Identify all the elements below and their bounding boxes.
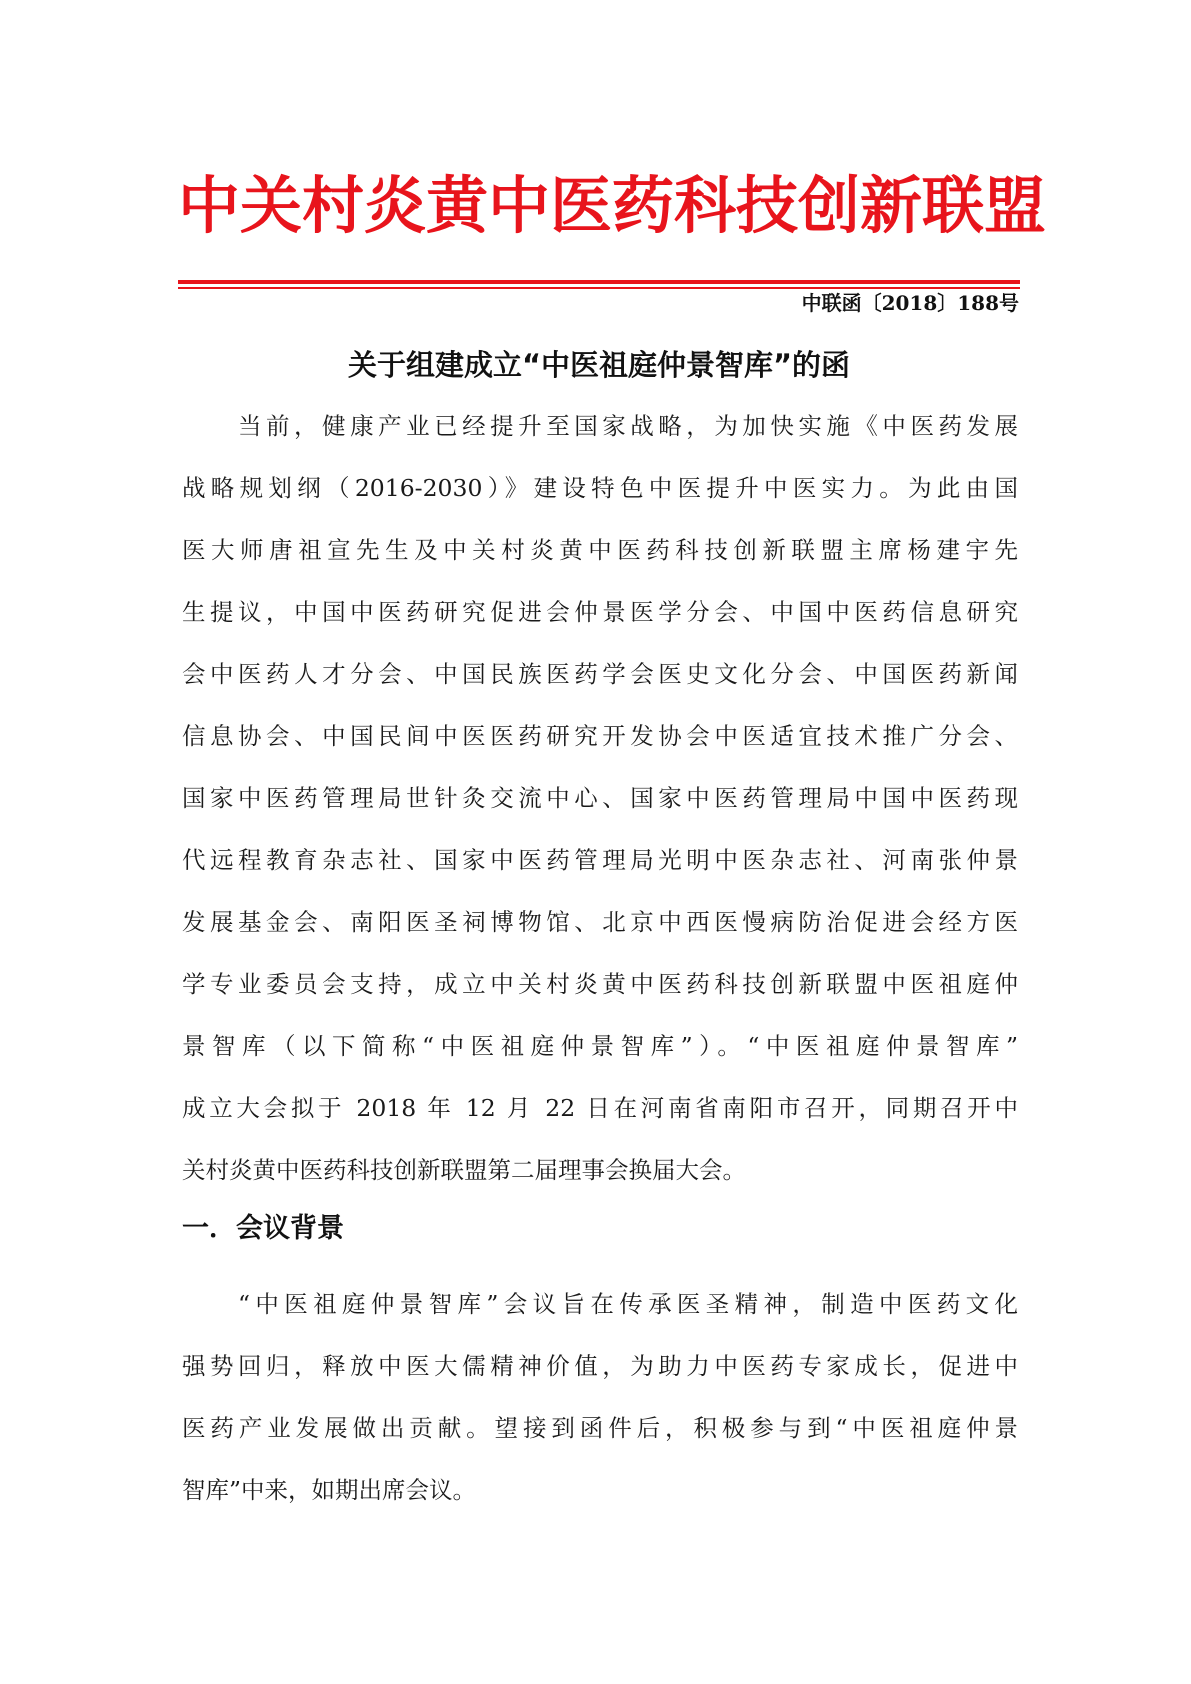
masthead-organization-name: 中关村炎黄中医药科技创新联盟 <box>178 169 1047 242</box>
section-paragraph-background <box>182 1273 1018 1521</box>
intro-line: 信息协会、中国民间中医医药研究开发协会中医适宜技术推广分会、 <box>182 722 1018 750</box>
intro-line: 医大师唐祖宣先生及中关村炎黄中医药科技创新联盟主席杨建宇先 <box>182 536 1018 564</box>
intro-line: 当前，健康产业已经提升至国家战略，为加快实施《中医药发展 <box>238 412 1018 440</box>
intro-line: 发展基金会、南阳医圣祠博物馆、北京中西医慢病防治促进会经方医 <box>182 908 1018 936</box>
section-line: 强势回归，释放中医大儒精神价值，为助力中医药专家成长，促进中 <box>182 1352 1018 1380</box>
intro-line: 景智库（以下简称“中医祖庭仲景智库”）。“中医祖庭仲景智库” <box>182 1032 1018 1060</box>
intro-line: 会中医药人才分会、中国民族医药学会医史文化分会、中国医药新闻 <box>182 660 1018 688</box>
masthead-red-rule-thick <box>178 280 1020 284</box>
intro-line: 代远程教育杂志社、国家中医药管理局光明中医杂志社、河南张仲景 <box>182 846 1018 874</box>
section-line: “中医祖庭仲景智库”会议旨在传承医圣精神，制造中医药文化 <box>238 1290 1018 1318</box>
intro-line: 生提议，中国中医药研究促进会仲景医学分会、中国中医药信息研究 <box>182 598 1018 626</box>
intro-line: 战略规划纲（2016-2030）》建设特色中医提升中医实力。为此由国 <box>182 474 1018 502</box>
section-heading-background: 一．会议背景 <box>182 1213 344 1244</box>
intro-paragraph <box>182 395 1018 1201</box>
section-line: 医药产业发展做出贡献。望接到函件后，积极参与到“中医祖庭仲景 <box>182 1414 1018 1442</box>
intro-line: 成立大会拟于 2018 年 12 月 22 日在河南省南阳市召开，同期召开中 <box>182 1094 1018 1122</box>
document-title: 关于组建成立“中医祖庭仲景智库”的函 <box>347 348 851 382</box>
section-line: 智库”中来，如期出席会议。 <box>182 1476 477 1504</box>
intro-line: 国家中医药管理局世针灸交流中心、国家中医药管理局中国中医药现 <box>182 784 1018 812</box>
document-number: 中联函〔2018〕188号 <box>801 291 1019 315</box>
intro-line: 学专业委员会支持，成立中关村炎黄中医药科技创新联盟中医祖庭仲 <box>182 970 1018 998</box>
intro-line: 关村炎黄中医药科技创新联盟第二届理事会换届大会。 <box>182 1156 746 1184</box>
